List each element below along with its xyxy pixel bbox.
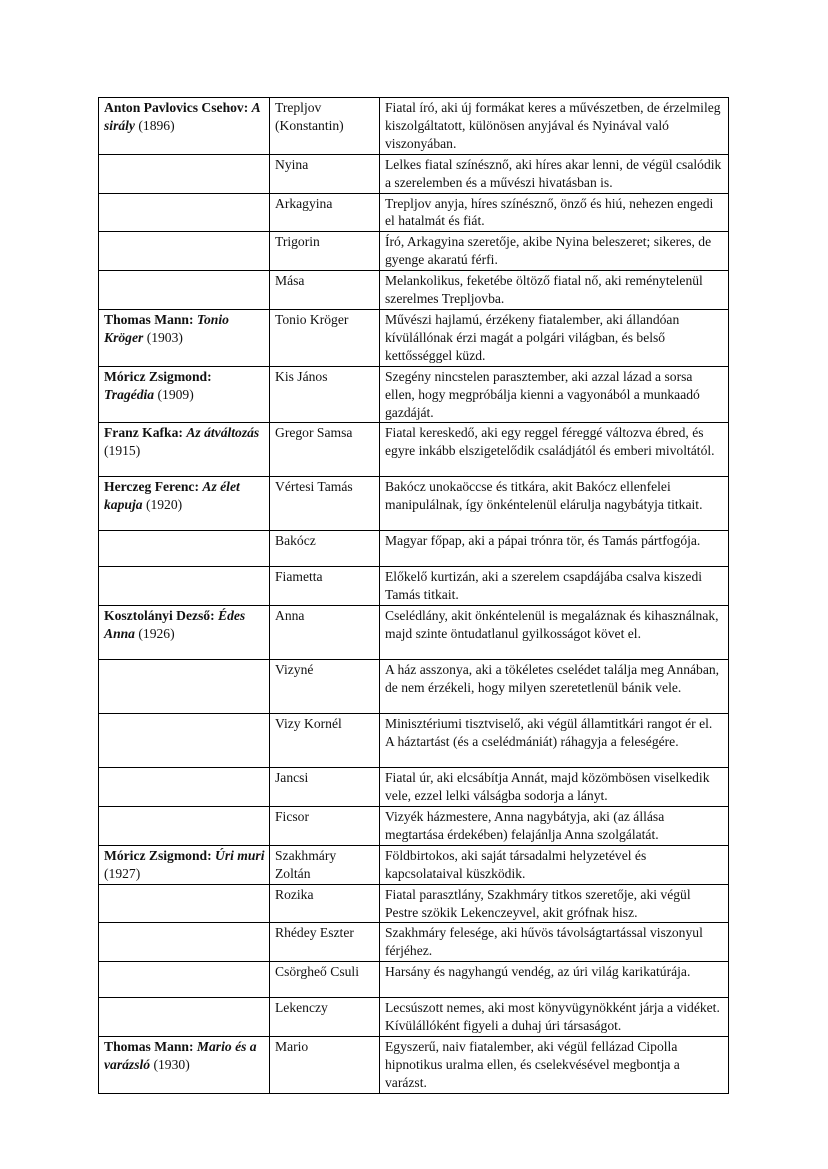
character-name: Gregor Samsa (270, 423, 380, 477)
character-description: Fiatal úr, aki elcsábítja Annát, majd közömbösen viselkedik vele, ezzel lelki válságba sodorja a lányt. (380, 768, 729, 807)
table-row (99, 423, 729, 477)
work-cell (99, 309, 270, 366)
work-cell (99, 962, 270, 998)
character-description: Szegény nincstelen parasztember, aki azzal lázad a sorsa ellen, hogy megpróbálja kienni a vagyonából a munkaadó gazdáját. (380, 366, 729, 423)
character-name: Ficsor (270, 807, 380, 846)
table-row (99, 567, 729, 606)
work-cell (99, 193, 270, 232)
work-year: (1903) (146, 329, 183, 345)
character-description: Földbirtokos, aki saját társadalmi helyzetével és kapcsolataival küszködik. (380, 845, 729, 884)
work-year: (1930) (153, 1057, 190, 1072)
work-cell (99, 807, 270, 846)
character-description: Lelkes fiatal színésznő, aki híres akar lenni, de végül csalódik a szerelemben és a művészi hivatásban is. (380, 154, 729, 193)
character-name: Szakhmáry Zoltán (270, 845, 380, 884)
work-name: Mario és a varázsló (104, 1039, 257, 1072)
table-row (99, 768, 729, 807)
character-name: Rozika (270, 884, 380, 923)
author-name: Herczeg Ferenc: (104, 479, 199, 495)
character-description: Melankolikus, feketébe öltöző fiatal nő, aki reménytelenül szerelmes Trepljovba. (380, 271, 729, 310)
character-description: Fiatal parasztlány, Szakhmáry titkos szeretője, aki végül Pestre szökik Lekenczeyvel, akit grófnak hisz. (380, 884, 729, 923)
work-year: (1920) (145, 497, 183, 513)
character-name: Jancsi (270, 768, 380, 807)
character-table-body (99, 98, 729, 1094)
character-description: A ház asszonya, aki a tökéletes cselédet találja meg Annában, de nem érzékeli, hogy milyen szeretetlenül bánik vele. (380, 660, 729, 714)
work-name: Édes Anna (104, 608, 246, 642)
character-description: Magyar főpap, aki a pápai trónra tör, és Tamás pártfogója. (380, 531, 729, 567)
table-row (99, 366, 729, 423)
character-name: Bakócz (270, 531, 380, 567)
character-description: Cselédlány, akit önkéntelenül is megaláznak és kihasználnak, majd szinte öntudatlanul gyilkosságot követ el. (380, 606, 729, 660)
character-name: Trigorin (270, 232, 380, 271)
work-cell (99, 477, 270, 531)
work-title (104, 608, 245, 641)
character-table (98, 97, 729, 1094)
character-name: Vizyné (270, 660, 380, 714)
character-name: Rhédey Eszter (270, 923, 380, 962)
author-name: Thomas Mann: (104, 311, 194, 327)
work-cell (99, 423, 270, 477)
work-cell (99, 660, 270, 714)
character-name: Vizy Kornél (270, 714, 380, 768)
author-name: Móricz Zsigmond: (104, 847, 212, 863)
character-name: Csörgheő Csuli (270, 962, 380, 998)
table-row (99, 477, 729, 531)
work-cell (99, 531, 270, 567)
author-name: Thomas Mann: (104, 1039, 194, 1055)
character-description: Művészi hajlamú, érzékeny fiatalember, aki állandóan kívülállónak érzi magát a polgári világban, és belső kettősséggel küzd. (380, 309, 729, 366)
work-year: (1909) (157, 386, 194, 402)
work-name: Tragédia (104, 386, 155, 402)
character-description: Lecsúszott nemes, aki most könyvügynökként járja a vidéket. Kívülállóként figyeli a duhaj úri társaságot. (380, 998, 729, 1037)
table-row (99, 232, 729, 271)
character-name: Nyina (270, 154, 380, 193)
work-year: (1927) (104, 865, 141, 881)
character-description: Szakhmáry felesége, aki hűvös távolságtartással viszonyul férjéhez. (380, 923, 729, 962)
work-cell (99, 768, 270, 807)
work-name: Az élet kapuja (104, 479, 240, 513)
table-row (99, 807, 729, 846)
author-name: Kosztolányi Dezső: (104, 608, 215, 624)
work-cell (99, 845, 270, 884)
table-row (99, 660, 729, 714)
work-name: A sirály (104, 100, 260, 133)
character-name: Arkagyina (270, 193, 380, 232)
character-description: Előkelő kurtizán, aki a szerelem csapdájába csalva kiszedi Tamás titkait. (380, 567, 729, 606)
table-row (99, 998, 729, 1037)
table-row (99, 309, 729, 366)
character-description: Fiatal író, aki új formákat keres a művészetben, de érzelmileg kiszolgáltatott, különösen anyjával és Nyinával való viszonyában. (380, 98, 729, 155)
work-title (104, 848, 265, 881)
character-description: Harsány és nagyhangú vendég, az úri világ karikatúrája. (380, 962, 729, 998)
work-name: Úri muri (215, 847, 265, 863)
character-name: Mása (270, 271, 380, 310)
table-row (99, 606, 729, 660)
author-name: Anton Pavlovics Csehov: (104, 100, 249, 115)
table-row (99, 193, 729, 232)
work-cell (99, 1037, 270, 1094)
work-name: Az átváltozás (186, 425, 260, 441)
table-row (99, 531, 729, 567)
character-description: Író, Arkagyina szeretője, akibe Nyina beleszeret; sikeres, de gyenge akaratú férfi. (380, 232, 729, 271)
work-cell (99, 923, 270, 962)
work-title (104, 479, 240, 512)
character-description: Bakócz unokaöccse és titkára, akit Bakócz ellenfelei manipulálnak, így önkéntelenül elárulja nagybátyja titkait. (380, 477, 729, 531)
table-row (99, 154, 729, 193)
character-description: Vizyék házmestere, Anna nagybátyja, aki (az állása megtartása érdekében) felajánlja Anna szolgálatát. (380, 807, 729, 846)
character-name: Tonio Kröger (270, 309, 380, 366)
work-cell (99, 154, 270, 193)
character-name: Anna (270, 606, 380, 660)
character-description: Minisztériumi tisztviselő, aki végül államtitkári rangot ér el. A háztartást (és a cselédmániát) ráhagyja a feleségére. (380, 714, 729, 768)
work-cell (99, 98, 270, 155)
table-row (99, 884, 729, 923)
work-year: (1926) (138, 626, 175, 642)
work-cell (99, 714, 270, 768)
work-title (104, 312, 229, 345)
work-title (104, 1039, 257, 1072)
table-row (99, 923, 729, 962)
character-name: Lekenczy (270, 998, 380, 1037)
character-name: Mario (270, 1037, 380, 1094)
work-title (104, 100, 260, 133)
author-name: Franz Kafka: (104, 425, 183, 441)
work-name: Tonio Kröger (104, 311, 229, 345)
character-description: Trepljov anyja, híres színésznő, önző és hiú, nehezen engedi el hatalmát és fiát. (380, 193, 729, 232)
work-cell (99, 366, 270, 423)
work-title (104, 425, 259, 458)
work-cell (99, 998, 270, 1037)
table-row (99, 98, 729, 155)
work-cell (99, 271, 270, 310)
work-year: (1896) (138, 117, 175, 133)
table-row (99, 845, 729, 884)
table-row (99, 271, 729, 310)
work-title (104, 369, 212, 402)
character-name: Trepljov (Konstantin) (270, 98, 380, 155)
work-cell (99, 567, 270, 606)
character-name: Fiametta (270, 567, 380, 606)
author-name: Móricz Zsigmond: (104, 368, 212, 384)
table-row (99, 714, 729, 768)
work-cell (99, 884, 270, 923)
character-description: Egyszerű, naiv fiatalember, aki végül fellázad Cipolla hipnotikus uralma ellen, és cselekvésével megbontja a varázst. (380, 1037, 729, 1094)
work-year: (1915) (104, 443, 141, 459)
table-row (99, 962, 729, 998)
character-name: Vértesi Tamás (270, 477, 380, 531)
work-cell (99, 232, 270, 271)
character-name: Kis János (270, 366, 380, 423)
character-description: Fiatal kereskedő, aki egy reggel féreggé változva ébred, és egyre inkább elszigetelődik családjától és emberi mivoltától. (380, 423, 729, 477)
document-page (98, 97, 728, 1094)
work-cell (99, 606, 270, 660)
table-row (99, 1037, 729, 1094)
